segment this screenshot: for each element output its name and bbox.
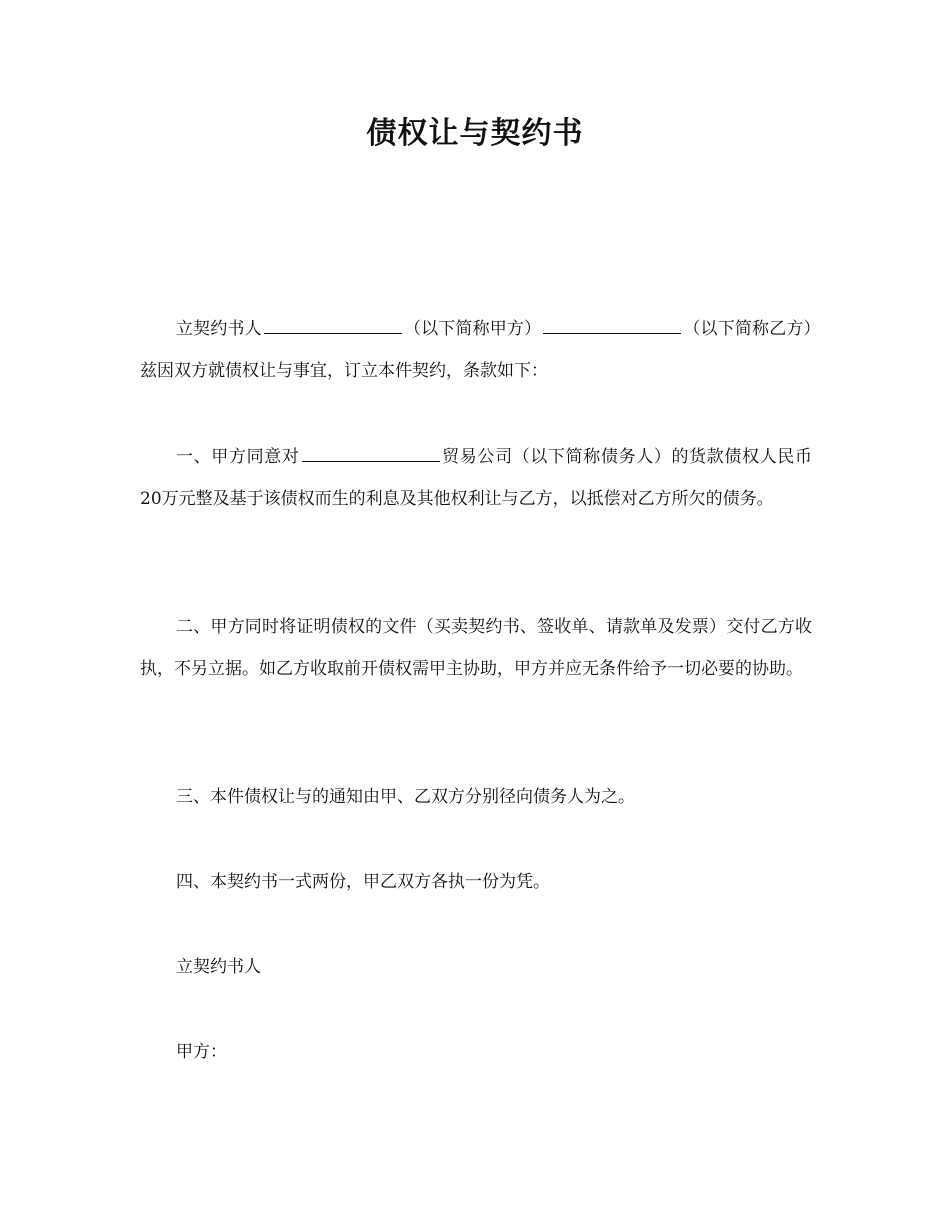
company-blank — [302, 443, 440, 462]
clause-1-text-1: 一、甲方同意对 — [176, 447, 300, 467]
clause-1-paragraph — [140, 436, 812, 520]
document-title: 债权让与契约书 — [366, 116, 584, 151]
intro-paragraph — [140, 308, 812, 392]
clause-2-paragraph: 二、甲方同时将证明债权的文件（买卖契约书、签收单、请款单及发票）交付乙方收执，不另立据。如乙方收取前开债权需甲主协助，甲方并应无条件给予一切必要的协助。 — [140, 617, 812, 679]
intro-text-1: 立契约书人 — [176, 319, 262, 339]
clause-1-text-2: 贸易公司（以下简称债务人）的货款债权人民币20万元整及基于该债权而生的利息及其他权利让与乙方，以抵偿对乙方所欠的债务。 — [140, 447, 812, 509]
intro-text-2: （以下简称甲方） — [403, 319, 542, 339]
party-a-label: 甲方： — [176, 1042, 227, 1062]
party-a-blank — [264, 315, 402, 334]
clause-4-paragraph: 四、本契约书一式两份，甲乙双方各执一份为凭。 — [176, 872, 550, 892]
party-b-blank — [543, 315, 681, 334]
clause-3-paragraph: 三、本件债权让与的通知由甲、乙双方分别径向债务人为之。 — [176, 787, 635, 807]
intro-text-3: （以下简称乙方）兹因双方就债权让与事宜，订立本件契约，条款如下： — [140, 319, 813, 381]
signatory-label: 立契约书人 — [176, 957, 261, 977]
